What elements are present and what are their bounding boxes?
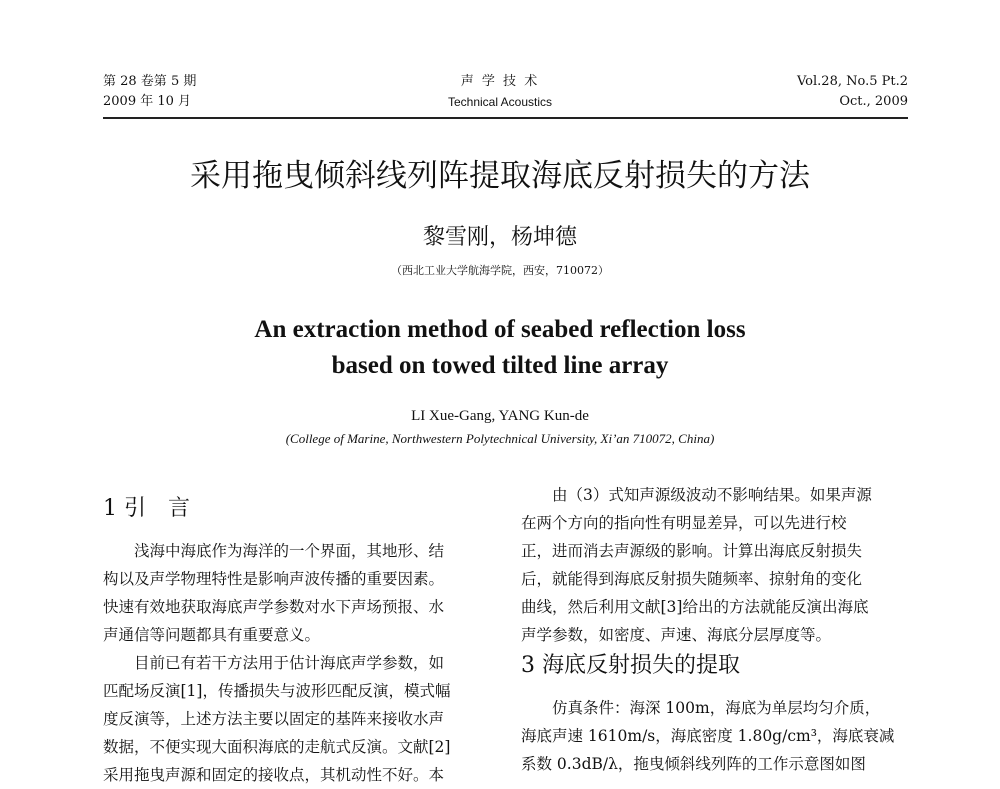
- paper-title-cn: 采用拖曳倾斜线列阵提取海底反射损失的方法: [190, 158, 810, 194]
- journal-volume-issue: 第 28 卷第 5 期: [103, 74, 197, 89]
- paper-title-en: [0, 312, 1000, 384]
- journal-name-cn: 声 学 技 术: [460, 74, 540, 89]
- text-line: 仿真条件：海深 100m，海底为单层均匀介质，: [552, 699, 881, 717]
- section-3-heading: 3 海底反射损失的提取: [521, 653, 740, 678]
- text-line: 由（3）式知声源级波动不影响结果。如果声源: [552, 486, 872, 504]
- right-column-body-2: [521, 694, 911, 778]
- paper-title-en-line1: An extraction method of seabed reflection loss: [254, 316, 746, 343]
- text-line: 数据，不便实现大面积海底的走航式反演。文献[2]: [103, 738, 451, 756]
- right-column-body: [521, 481, 911, 649]
- left-column-body: [103, 537, 493, 789]
- journal-date-cn: 2009 年 10 月: [103, 94, 192, 109]
- text-line: 正，进而消去声源级的影响。计算出海底反射损失: [521, 542, 863, 560]
- text-line: 海底声速 1610m/s，海底密度 1.80g/cm³，海底衰减: [521, 727, 895, 745]
- text-line: 快速有效地获取海底声学参数对水下声场预报、水: [103, 598, 445, 616]
- authors-cn: 黎雪刚，杨坤德: [422, 225, 577, 250]
- text-line: 采用拖曳声源和固定的接收点，其机动性不好。本: [103, 766, 445, 784]
- text-line: 曲线，然后利用文献[3]给出的方法就能反演出海底: [521, 598, 869, 616]
- affiliation-cn: （西北工业大学航海学院，西安，710072）: [391, 264, 609, 277]
- text-line: 声学参数，如密度、声速、海底分层厚度等。: [521, 626, 832, 644]
- text-line: 系数 0.3dB/λ，拖曳倾斜线列阵的工作示意图如图: [521, 755, 866, 773]
- affiliation-en: (College of Marine, Northwestern Polytechnical University, Xi’an 710072, China): [285, 431, 715, 446]
- text-line: 匹配场反演[1]，传播损失与波形匹配反演，模式幅: [103, 682, 451, 700]
- text-line: 浅海中海底作为海洋的一个界面，其地形、结: [134, 542, 445, 560]
- text-line: 目前已有若干方法用于估计海底声学参数，如: [134, 654, 445, 672]
- journal-volume-en: Vol.28, No.5 Pt.2: [796, 74, 908, 89]
- section-1-heading: 1 引 言: [103, 496, 190, 521]
- text-line: 声通信等问题都具有重要意义。: [103, 626, 321, 644]
- journal-name-en: Technical Acoustics: [447, 95, 553, 109]
- text-line: 后，就能得到海底反射损失随频率、掠射角的变化: [521, 570, 863, 588]
- text-line: 度反演等，上述方法主要以固定的基阵来接收水声: [103, 710, 445, 728]
- authors-en: LI Xue-Gang, YANG Kun-de: [411, 408, 589, 424]
- text-line: 构以及声学物理特性是影响声波传播的重要因素。: [103, 570, 445, 588]
- paper-title-en-line2: based on towed tilted line array: [331, 352, 669, 379]
- header-rule: [103, 117, 908, 119]
- journal-date-en: Oct., 2009: [839, 94, 908, 109]
- text-line: 在两个方向的指向性有明显差异，可以先进行校: [521, 514, 847, 532]
